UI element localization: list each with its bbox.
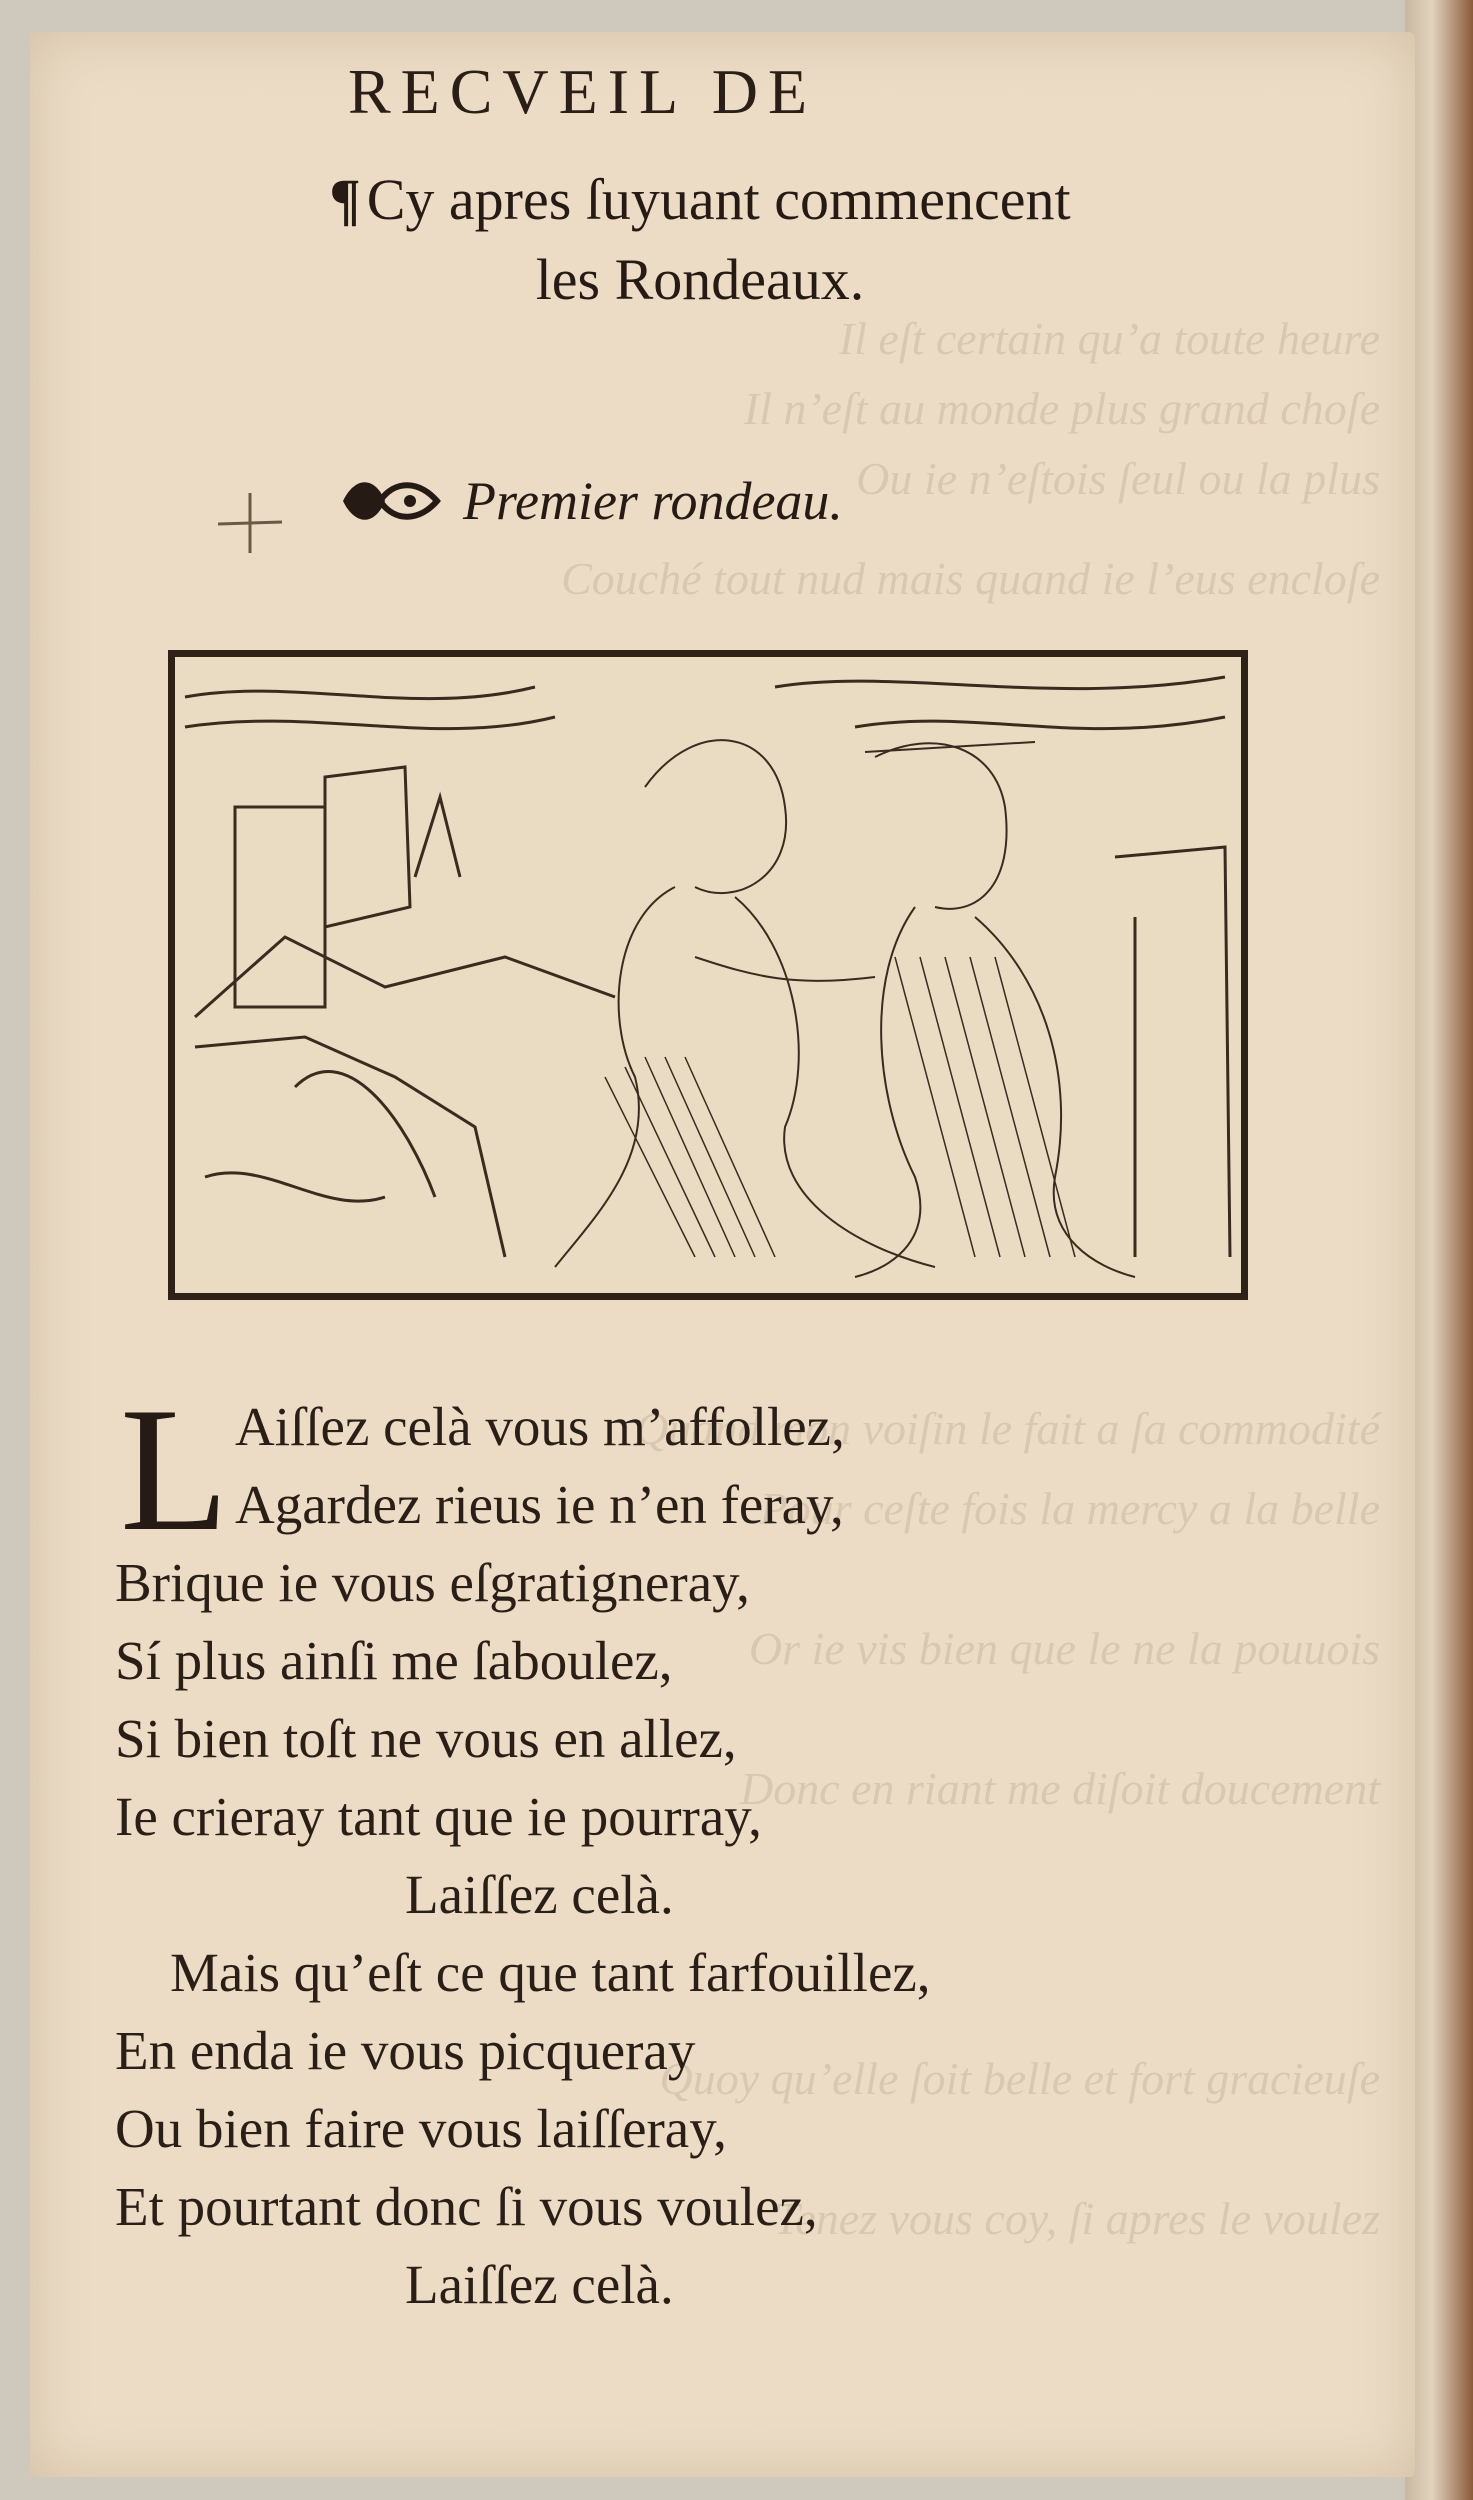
verse-line: En enda ie vous picqueray: [115, 2020, 696, 2081]
verse-line: Si bien toſt ne vous en allez,: [115, 1708, 737, 1769]
verse-line: Ie crieray tant que ie pourray,: [115, 1786, 762, 1847]
heading-line-1: ¶ Cy apres ſuyuant commencent: [329, 167, 1071, 232]
show-through-text: Il eſt certain qu’a toute heure Il n’eſt au monde plus grand choſe Ou ie n’eſtois ſeul ou la plus Couché tout nud mais quand ie l’eus encloſe Quand mon voiſin le fait a ſa commodité Pour ceſte fois la mercy a la belle Or ie vis bien que le ne la pouuois Donc en riant me diſoit doucement Quoy qu’elle ſoit belle et fort gracieuſe Tenez vous coy, ſi apres le voulez: [561, 313, 1380, 2244]
heading-line-2: les Rondeaux.: [535, 247, 865, 312]
verse-refrain: Laiſſez celà.: [405, 2254, 674, 2315]
adjacent-page-edge: [1405, 0, 1473, 2500]
rondeau-title: [335, 470, 1135, 532]
verse-line: Brique ie vous eſgratigneray,: [115, 1552, 750, 1613]
woodcut-scene: [175, 657, 1241, 1293]
verse-refrain: Laiſſez celà.: [405, 1864, 674, 1925]
pilcrow-icon: ¶: [329, 167, 361, 232]
verse-line: Aiſſez celà vous m’affollez,: [235, 1396, 845, 1457]
running-head: RECVEIL DE: [347, 56, 818, 127]
verse-line: Sí plus ainſi me ſaboulez,: [115, 1630, 673, 1691]
drop-cap: L: [120, 1370, 229, 1568]
verse-line: Agardez rieus ie n’en feray,: [235, 1474, 844, 1535]
verse-line: Ou bien faire vous laiſſeray,: [115, 2098, 727, 2159]
rondeau-title-text: Premier rondeau.: [463, 471, 843, 531]
verse-line: Mais qu’eſt ce que tant farfouillez,: [170, 1942, 931, 2003]
woodcut-illustration: [168, 650, 1248, 1300]
cross-mark-icon: [215, 488, 285, 558]
verse-line: Et pourtant donc ſi vous voulez,: [115, 2176, 818, 2237]
fleuron-icon: [335, 471, 445, 531]
section-heading: [250, 160, 1150, 320]
